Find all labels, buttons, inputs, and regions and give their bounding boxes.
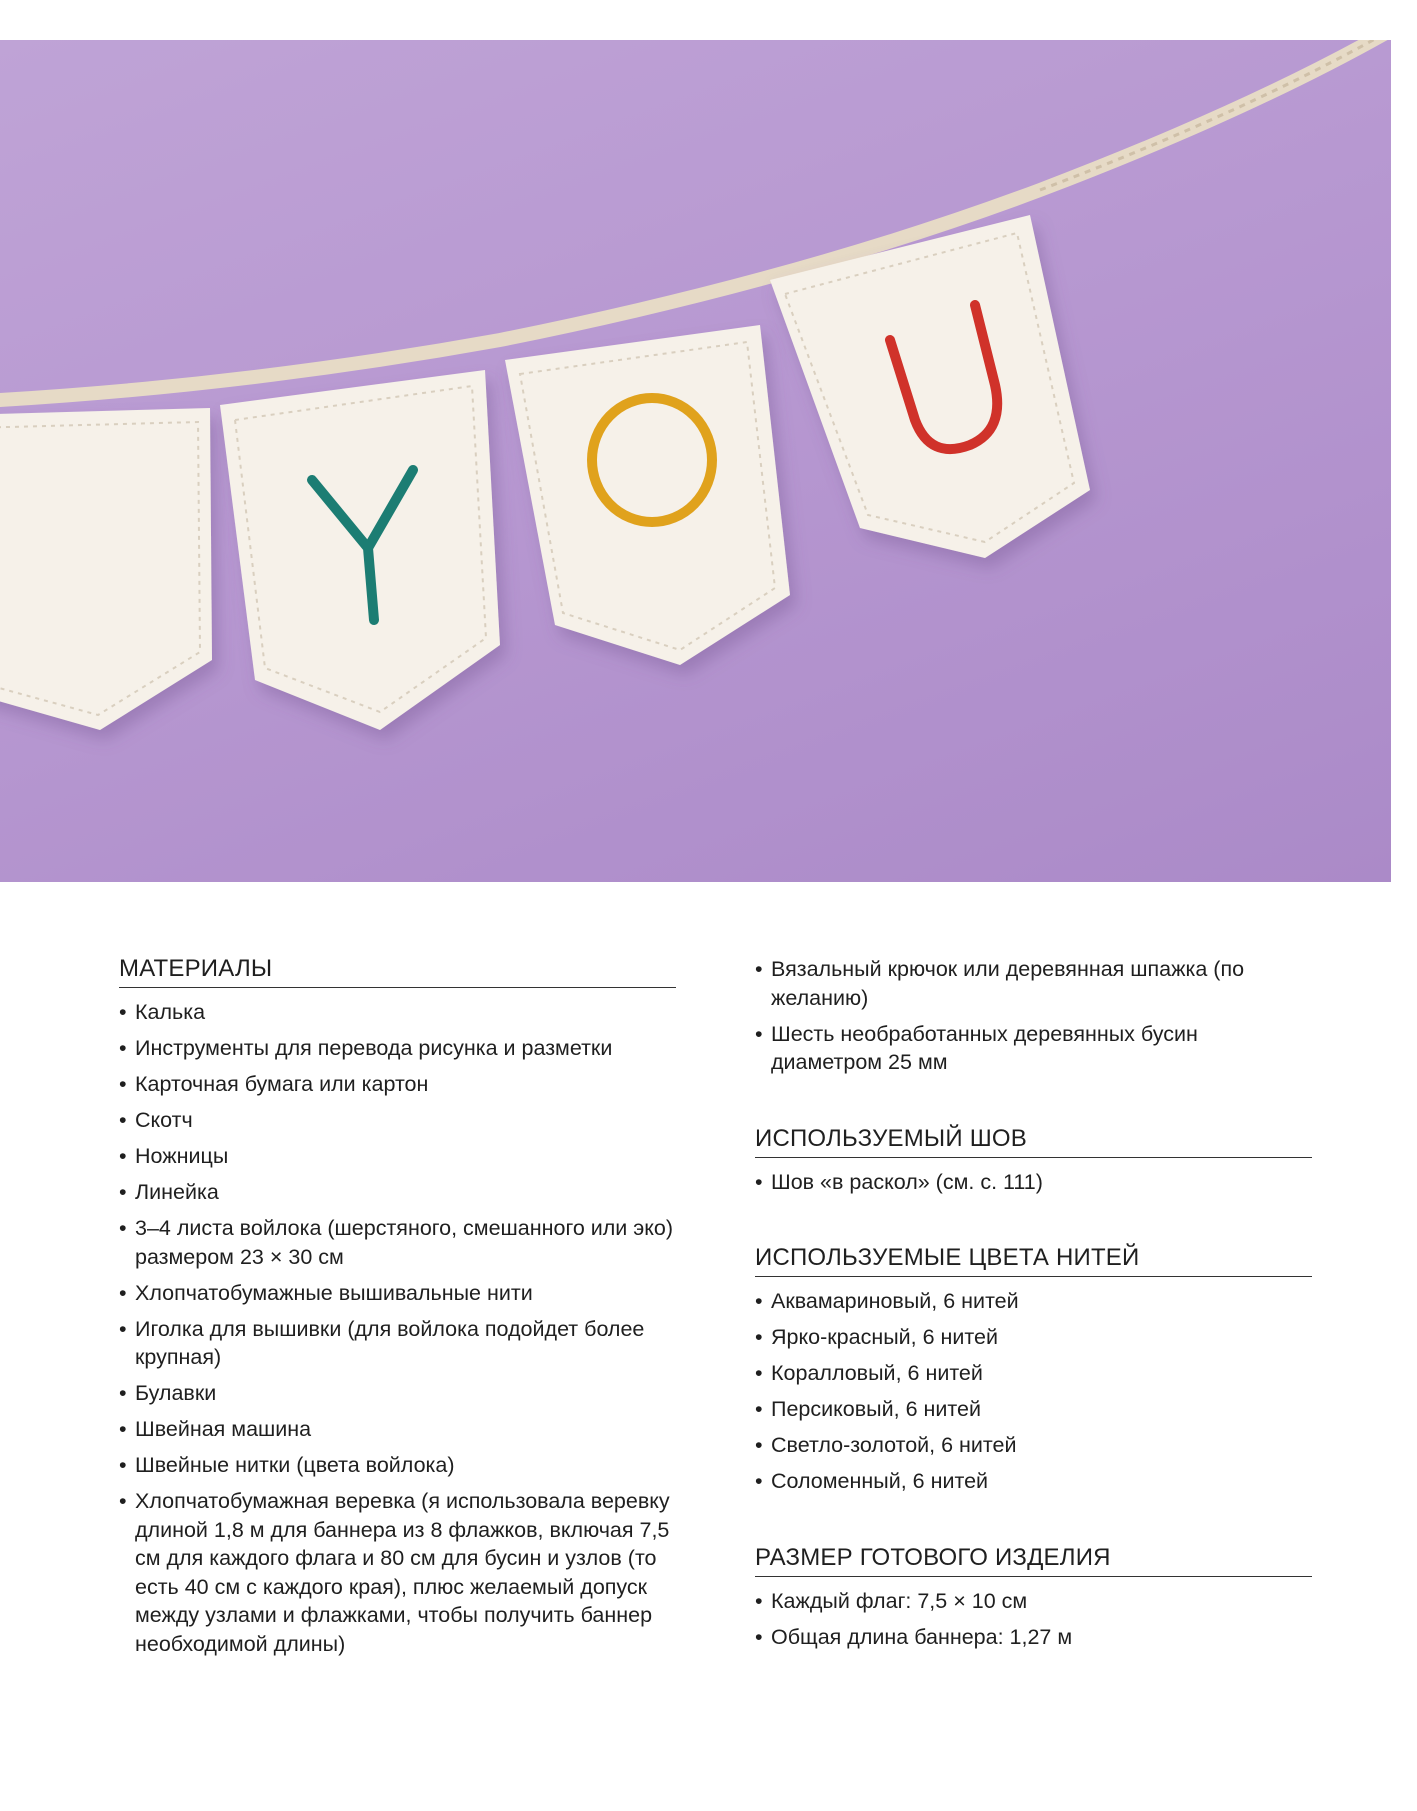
stitch-list	[755, 1168, 1312, 1197]
list-item: • Шесть необработанных деревянных бусин диаметром 25 мм	[755, 1020, 1312, 1077]
list-item: • Каждый флаг: 7,5 × 10 см	[755, 1587, 1312, 1616]
list-item: • Карточная бумага или картон	[119, 1070, 676, 1099]
materials-section	[119, 955, 676, 1658]
list-item: • Шов «в раскол» (см. с. 111)	[755, 1168, 1312, 1197]
banner-photo	[0, 40, 1391, 882]
list-item: • Швейные нитки (цвета войлока)	[119, 1451, 676, 1480]
flag-y	[220, 370, 500, 730]
section-heading: ИСПОЛЬЗУЕМЫЕ ЦВЕТА НИТЕЙ	[755, 1244, 1312, 1277]
list-item: • Ярко-красный, 6 нитей	[755, 1323, 1312, 1352]
list-item: • Персиковый, 6 нитей	[755, 1395, 1312, 1424]
list-item: • Хлопчатобумажная веревка (я использовала веревку длиной 1,8 м для баннера из 8 флажков, включая 7,5 см для каждого флага и 80 см для бусин и узлов (то есть 40 см с каждого края), плюс желаемый допуск между узлами и флажками, чтобы получить баннер необходимой длины)	[119, 1487, 676, 1658]
size-list	[755, 1587, 1312, 1652]
left-column	[119, 955, 676, 1706]
list-item: • Вязальный крючок или деревянная шпажка (по желанию)	[755, 955, 1312, 1012]
felt-bunting-illustration	[0, 40, 1391, 882]
flag-blank	[0, 408, 212, 730]
section-heading: РАЗМЕР ГОТОВОГО ИЗДЕЛИЯ	[755, 1544, 1312, 1577]
list-item: • 3–4 листа войлока (шерстяного, смешанного или эко) размером 23 × 30 см	[119, 1214, 676, 1271]
stitch-section	[755, 1125, 1312, 1197]
list-item: • Аквамариновый, 6 нитей	[755, 1287, 1312, 1316]
section-heading: ИСПОЛЬЗУЕМЫЙ ШОВ	[755, 1125, 1312, 1158]
list-item: • Светло-золотой, 6 нитей	[755, 1431, 1312, 1460]
threads-section	[755, 1244, 1312, 1496]
list-item: • Скотч	[119, 1106, 676, 1135]
list-item: • Иголка для вышивки (для войлока подойдет более крупная)	[119, 1315, 676, 1372]
size-section	[755, 1544, 1312, 1652]
list-item: • Инструменты для перевода рисунка и разметки	[119, 1034, 676, 1063]
right-column	[755, 955, 1312, 1699]
list-item: • Коралловый, 6 нитей	[755, 1359, 1312, 1388]
materials-continued-section	[755, 955, 1312, 1077]
list-item: • Булавки	[119, 1379, 676, 1408]
materials-list	[119, 998, 676, 1658]
list-item: • Общая длина баннера: 1,27 м	[755, 1623, 1312, 1652]
list-item: • Соломенный, 6 нитей	[755, 1467, 1312, 1496]
list-item: • Линейка	[119, 1178, 676, 1207]
list-item: • Ножницы	[119, 1142, 676, 1171]
section-heading: МАТЕРИАЛЫ	[119, 955, 676, 988]
list-item: • Калька	[119, 998, 676, 1027]
list-item: • Швейная машина	[119, 1415, 676, 1444]
list-item: • Хлопчатобумажные вышивальные нити	[119, 1279, 676, 1308]
materials-continued-list	[755, 955, 1312, 1077]
threads-list	[755, 1287, 1312, 1496]
flag-o	[505, 325, 790, 665]
